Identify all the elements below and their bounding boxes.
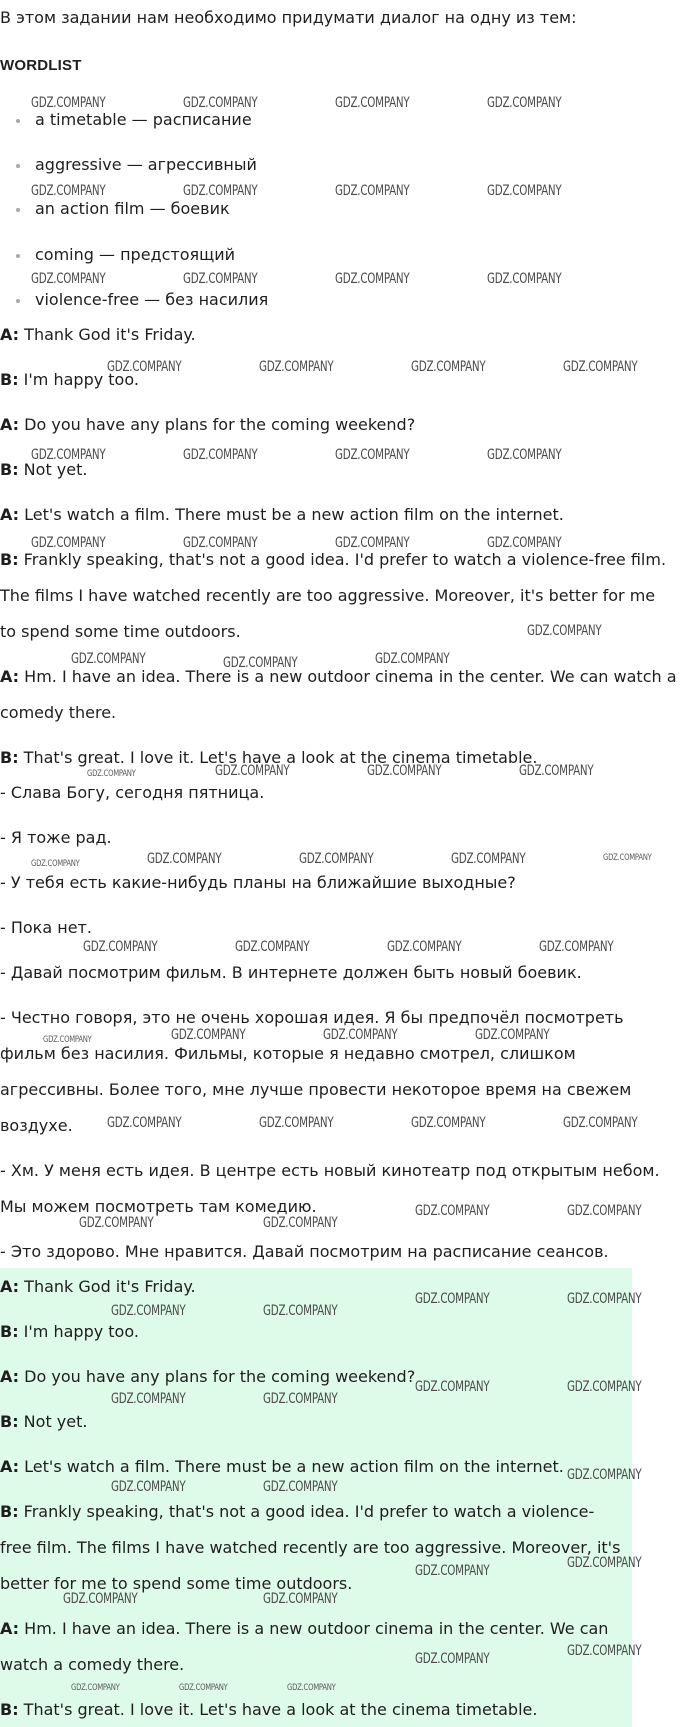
- dialog-line: B: Not yet.: [0, 460, 88, 479]
- watermark: GDZ.COMPANY: [147, 851, 222, 867]
- watermark: GDZ.COMPANY: [335, 95, 410, 111]
- translation-line: фильм без насилия. Фильмы, которые я недавно смотрел, слишком: [0, 1044, 576, 1063]
- page: В этом задании нам необходимо придумати диалог на одну из тем: WORDLIST a timetable — расписание aggressive — агрессивный an action film — боевик coming — предстоящий violence-free — без насилия A: Thank God it's Friday. B: I'm happy too. A: Do you have any plans for the coming weekend? B: Not yet. A: Let's watch a film. There must be a new action film on the internet. B: Frankly speaking, that's not a good idea. I'd prefer to watch a violence-free film. The films I have watched recently are too aggressive. Moreover, it's better for me to spend some time outdoors. A: Hm. I have an idea. There is a new outdoor cinema in the center. We can watch a comedy there. B: That's great. I love it. Let's have a look at the cinema timetable. - Слава Богу, сегодня пятница. - Я тоже рад. - У тебя есть какие-нибудь планы на ближайшие выходные? - Пока нет. - Давай посмотрим фильм. В интернете должен быть новый боевик. - Честно говоря, это не очень хорошая идея. Я бы предпочёл посмотреть фильм без насилия. Фильмы, которые я недавно смотрел, слишком агрессивны. Более того, мне лучше провести некоторое время на свежем воздухе. - Хм. У меня есть идея. В центре есть новый кинотеатр под открытым небом. Мы можем посмотреть там комедию. - Это здорово. Мне нравится. Давай посмотрим на расписание сеансов. A: Thank God it's Friday. B: I'm happy too. A: Do you have any plans for the coming weekend? B: Not yet. A: Let's watch a film. There must be a new action film on the internet. B: Frankly speaking, that's not a good idea. I'd prefer to watch a violence- free film. The films I have watched recently are too aggressive. Moreover, it's better for me to spend some time outdoors. A: Hm. I have an idea. There is a new outdoor cinema in the center. We can watch a comedy there. B: That's great. I love it. Let's have a look at the cinema timetable. GDZ.COMPANY GDZ.COMPANY GDZ.COMPANY GDZ.COMPANY GDZ.COMPANY GDZ.COMPANY GDZ.COMPANY GDZ.COMPANY GDZ.COMPANY GDZ.COMPANY GDZ.COMPANY GDZ.COMPANY GDZ.COMPANY GDZ.COMPANY GDZ.COMPANY GDZ.COMPANY GDZ.COMPANY GDZ.COMPANY GDZ.COMPANY GDZ.COMPANY GDZ.COMPANY GDZ.COMPANY GDZ.COMPANY GDZ.COMPANY GDZ.COMPANY GDZ.COMPANY GDZ.COMPANY GDZ.COMPANY GDZ.COMPANY GDZ.COMPANY GDZ.COMPANY GDZ.COMPANY GDZ.COMPANY GDZ.COMPANY GDZ.COMPANY GDZ.COMPANY GDZ.COMPANY GDZ.COMPANY GDZ.COMPANY GDZ.COMPANY GDZ.COMPANY GDZ.COMPANY GDZ.COMPANY GDZ.COMPANY GDZ.COMPANY GDZ.COMPANY GDZ.COMPANY GDZ.COMPANY GDZ.COMPANY GDZ.COMPANY GDZ.COMPANY GDZ.COMPANY GDZ.COMPANY GDZ.COMPANY GDZ.COMPANY GDZ.COMPANY GDZ.COMPANY GDZ.COMPANY GDZ.COMPANY GDZ.COMPANY GDZ.COMPANY GDZ.COMPANY GDZ.COMPANY GDZ.COMPANY GDZ.COMPANY GDZ.COMPANY GDZ.COMPANY GDZ.COMPANY GDZ.COMPANY GDZ.COMPANY GDZ.COMPANY GDZ.COMPANY GDZ.COMPANY: [0, 0, 680, 1727]
- translation-line: - Честно говоря, это не очень хорошая идея. Я бы предпочёл посмотреть: [0, 1008, 624, 1027]
- watermark: GDZ.COMPANY: [171, 1027, 246, 1043]
- dialog-line: B: Frankly speaking, that's not a good idea. I'd prefer to watch a violence-free film.: [0, 550, 667, 569]
- watermark: GDZ.COMPANY: [387, 939, 462, 955]
- watermark: GDZ.COMPANY: [567, 1203, 642, 1219]
- box-dialog-line: A: Let's watch a film. There must be a new action film on the internet.: [0, 1457, 564, 1476]
- dialog-line: B: I'm happy too.: [0, 370, 139, 389]
- bullet-icon: [16, 208, 20, 212]
- dialog-line: A: Thank God it's Friday.: [0, 325, 196, 344]
- watermark: GDZ.COMPANY: [31, 183, 106, 199]
- watermark: GDZ.COMPANY: [107, 359, 182, 375]
- watermark: GDZ.COMPANY: [43, 1035, 92, 1045]
- box-dialog-line: B: That's great. I love it. Let's have a look at the cinema timetable.: [0, 1700, 538, 1719]
- translation-line: Мы можем посмотреть там комедию.: [0, 1197, 317, 1216]
- watermark: GDZ.COMPANY: [487, 271, 562, 287]
- wordlist-title: WORDLIST: [0, 57, 82, 74]
- translation-line: - У тебя есть какие-нибудь планы на ближайшие выходные?: [0, 873, 516, 892]
- watermark: GDZ.COMPANY: [183, 271, 258, 287]
- watermark: GDZ.COMPANY: [487, 95, 562, 111]
- watermark: GDZ.COMPANY: [263, 1391, 338, 1407]
- watermark: GDZ.COMPANY: [183, 183, 258, 199]
- bullet-icon: [16, 299, 20, 303]
- watermark: GDZ.COMPANY: [335, 447, 410, 463]
- watermark: GDZ.COMPANY: [375, 651, 450, 667]
- watermark: GDZ.COMPANY: [71, 651, 146, 667]
- bullet-icon: [16, 254, 20, 258]
- watermark: GDZ.COMPANY: [263, 1479, 338, 1495]
- watermark: GDZ.COMPANY: [31, 95, 106, 111]
- watermark: GDZ.COMPANY: [83, 939, 158, 955]
- dialog-line: A: Hm. I have an idea. There is a new outdoor cinema in the center. We can watch a: [0, 667, 677, 686]
- watermark: GDZ.COMPANY: [183, 535, 258, 551]
- watermark: GDZ.COMPANY: [415, 1203, 490, 1219]
- bullet-icon: [16, 119, 20, 123]
- box-dialog-line: A: Do you have any plans for the coming weekend?: [0, 1367, 416, 1386]
- watermark: GDZ.COMPANY: [31, 271, 106, 287]
- dialog-line: comedy there.: [0, 703, 117, 722]
- watermark: GDZ.COMPANY: [215, 763, 290, 779]
- watermark: GDZ.COMPANY: [603, 853, 652, 863]
- watermark: GDZ.COMPANY: [411, 359, 486, 375]
- watermark: GDZ.COMPANY: [487, 183, 562, 199]
- box-dialog-line: better for me to spend some time outdoors.: [0, 1574, 353, 1593]
- dialog-line: B: That's great. I love it. Let's have a look at the cinema timetable.: [0, 748, 538, 767]
- watermark: GDZ.COMPANY: [263, 1591, 338, 1607]
- translation-line: - Это здорово. Мне нравится. Давай посмотрим на расписание сеансов.: [0, 1242, 609, 1261]
- watermark: GDZ.COMPANY: [87, 769, 136, 779]
- watermark: GDZ.COMPANY: [111, 1303, 186, 1319]
- watermark: GDZ.COMPANY: [415, 1651, 490, 1667]
- watermark: GDZ.COMPANY: [235, 939, 310, 955]
- translation-line: - Слава Богу, сегодня пятница.: [0, 783, 265, 802]
- translation-line: - Пока нет.: [0, 918, 92, 937]
- translation-line: - Хм. У меня есть идея. В центре есть новый кинотеатр под открытым небом.: [0, 1161, 660, 1180]
- watermark: GDZ.COMPANY: [451, 851, 526, 867]
- watermark: GDZ.COMPANY: [223, 655, 298, 671]
- watermark: GDZ.COMPANY: [107, 1115, 182, 1131]
- watermark: GDZ.COMPANY: [567, 1467, 642, 1483]
- translation-line: воздухе.: [0, 1116, 73, 1135]
- dialog-line: A: Let's watch a film. There must be a new action film on the internet.: [0, 505, 564, 524]
- translation-line: - Я тоже рад.: [0, 828, 112, 847]
- watermark: GDZ.COMPANY: [487, 447, 562, 463]
- watermark: GDZ.COMPANY: [31, 859, 80, 869]
- dialog-line: to spend some time outdoors.: [0, 622, 241, 641]
- watermark: GDZ.COMPANY: [299, 851, 374, 867]
- watermark: GDZ.COMPANY: [335, 271, 410, 287]
- watermark: GDZ.COMPANY: [31, 535, 106, 551]
- watermark: GDZ.COMPANY: [563, 359, 638, 375]
- watermark: GDZ.COMPANY: [259, 359, 334, 375]
- watermark: GDZ.COMPANY: [567, 1291, 642, 1307]
- watermark: GDZ.COMPANY: [519, 763, 594, 779]
- watermark: GDZ.COMPANY: [287, 1683, 336, 1693]
- watermark: GDZ.COMPANY: [563, 1115, 638, 1131]
- bullet-icon: [16, 164, 20, 168]
- watermark: GDZ.COMPANY: [335, 183, 410, 199]
- dialog-line: A: Do you have any plans for the coming weekend?: [0, 415, 416, 434]
- watermark: GDZ.COMPANY: [527, 623, 602, 639]
- watermark: GDZ.COMPANY: [179, 1683, 228, 1693]
- watermark: GDZ.COMPANY: [31, 447, 106, 463]
- box-dialog-line: B: Not yet.: [0, 1412, 88, 1431]
- watermark: GDZ.COMPANY: [411, 1115, 486, 1131]
- box-dialog-line: B: I'm happy too.: [0, 1322, 139, 1341]
- watermark: GDZ.COMPANY: [487, 535, 562, 551]
- watermark: GDZ.COMPANY: [79, 1215, 154, 1231]
- translation-line: агрессивны. Более того, мне лучше провести некоторое время на свежем: [0, 1080, 632, 1099]
- box-dialog-line: B: Frankly speaking, that's not a good idea. I'd prefer to watch a violence-: [0, 1502, 595, 1521]
- watermark: GDZ.COMPANY: [263, 1215, 338, 1231]
- watermark: GDZ.COMPANY: [183, 95, 258, 111]
- intro-text: В этом задании нам необходимо придумати диалог на одну из тем:: [0, 8, 577, 27]
- watermark: GDZ.COMPANY: [111, 1479, 186, 1495]
- watermark: GDZ.COMPANY: [63, 1591, 138, 1607]
- watermark: GDZ.COMPANY: [335, 535, 410, 551]
- watermark: GDZ.COMPANY: [367, 763, 442, 779]
- translation-line: - Давай посмотрим фильм. В интернете должен быть новый боевик.: [0, 963, 582, 982]
- watermark: GDZ.COMPANY: [415, 1291, 490, 1307]
- watermark: GDZ.COMPANY: [415, 1379, 490, 1395]
- watermark: GDZ.COMPANY: [263, 1303, 338, 1319]
- watermark: GDZ.COMPANY: [567, 1555, 642, 1571]
- watermark: GDZ.COMPANY: [539, 939, 614, 955]
- box-dialog-line: free film. The films I have watched recently are too aggressive. Moreover, it's: [0, 1538, 621, 1557]
- watermark: GDZ.COMPANY: [567, 1643, 642, 1659]
- dialog-line: The films I have watched recently are too aggressive. Moreover, it's better for me: [0, 586, 656, 605]
- watermark: GDZ.COMPANY: [183, 447, 258, 463]
- watermark: GDZ.COMPANY: [567, 1379, 642, 1395]
- watermark: GDZ.COMPANY: [71, 1683, 120, 1693]
- watermark: GDZ.COMPANY: [111, 1391, 186, 1407]
- box-dialog-line: watch a comedy there.: [0, 1655, 185, 1674]
- box-dialog-line: A: Hm. I have an idea. There is a new outdoor cinema in the center. We can: [0, 1619, 609, 1638]
- watermark: GDZ.COMPANY: [475, 1027, 550, 1043]
- watermark: GDZ.COMPANY: [323, 1027, 398, 1043]
- box-dialog-line: A: Thank God it's Friday.: [0, 1277, 196, 1296]
- watermark: GDZ.COMPANY: [259, 1115, 334, 1131]
- watermark: GDZ.COMPANY: [415, 1563, 490, 1579]
